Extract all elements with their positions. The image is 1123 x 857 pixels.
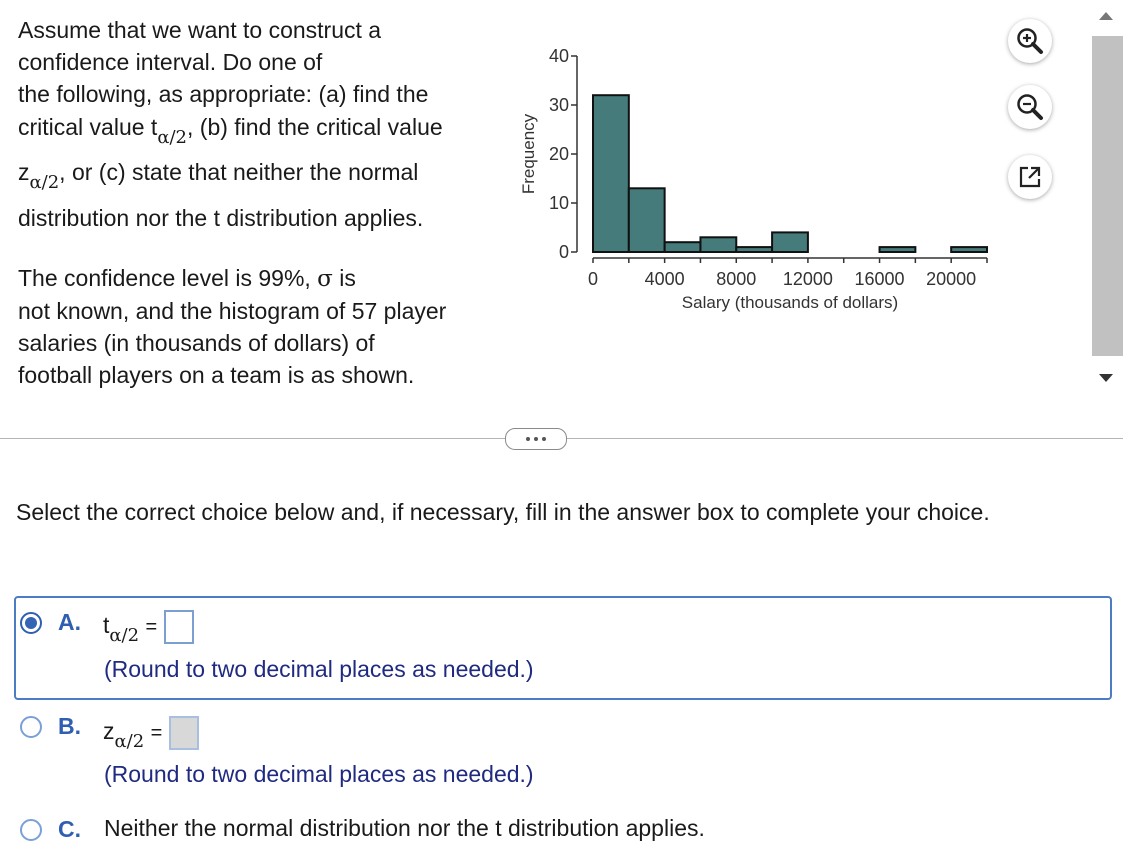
question-line: critical value $t_{\alpha/2}$, (b) find the critical value bbox=[18, 114, 443, 148]
alpha-subscript: α/2 bbox=[114, 731, 145, 753]
alpha-subscript: α/2 bbox=[109, 625, 140, 647]
alpha-subscript: α/2 bbox=[157, 127, 187, 148]
choice-b-letter: B. bbox=[58, 713, 81, 739]
x-tick-label: 8000 bbox=[716, 269, 757, 289]
salary-histogram bbox=[505, 35, 1015, 330]
question-line: not known, and the histogram of 57 player bbox=[18, 298, 447, 324]
histogram-bar bbox=[665, 242, 701, 252]
y-tick-label: 40 bbox=[548, 46, 569, 66]
scrollbar[interactable] bbox=[1090, 0, 1123, 395]
x-tick-label: 12000 bbox=[782, 269, 833, 289]
question-line: football players on a team is as shown. bbox=[18, 362, 415, 388]
scroll-thumb[interactable] bbox=[1092, 36, 1123, 356]
choice-c-label: Neither the normal distribution nor the t distribution applies. bbox=[104, 815, 705, 841]
choice-c-radio[interactable] bbox=[20, 819, 42, 841]
sigma-symbol: σ bbox=[317, 266, 333, 292]
ellipsis-icon bbox=[526, 437, 530, 441]
y-tick-label: 30 bbox=[548, 95, 569, 115]
zoom-out-button[interactable] bbox=[1008, 85, 1052, 129]
t-critical-value-input[interactable] bbox=[164, 610, 194, 644]
z-critical-value-input[interactable] bbox=[169, 716, 199, 750]
choice-a-label: $t_{\alpha/2}$ = bbox=[103, 610, 194, 644]
choice-a-note: (Round to two decimal places as needed.) bbox=[104, 656, 534, 682]
question-line: $z_{\alpha/2}$, or (c) state that neither the normal bbox=[18, 159, 419, 193]
y-tick-label: 20 bbox=[548, 144, 569, 164]
x-tick-label: 4000 bbox=[644, 269, 685, 289]
y-axis-title: Frequency bbox=[519, 113, 538, 195]
zoom-in-button[interactable] bbox=[1008, 19, 1052, 63]
y-tick-label: 10 bbox=[548, 193, 569, 213]
question-line: salaries (in thousands of dollars) of bbox=[18, 330, 375, 356]
zoom-in-icon bbox=[1015, 26, 1045, 56]
x-tick-label: 20000 bbox=[926, 269, 977, 289]
y-tick-label: 0 bbox=[558, 242, 569, 262]
choice-b-label: $z_{\alpha/2}$ = bbox=[103, 716, 199, 750]
histogram-bar bbox=[772, 232, 808, 252]
more-options-button[interactable] bbox=[505, 428, 567, 450]
scroll-down-icon[interactable] bbox=[1099, 374, 1113, 382]
histogram-bar bbox=[629, 188, 665, 252]
question-line: confidence interval. Do one of bbox=[18, 49, 323, 75]
x-tick-label: 0 bbox=[587, 269, 599, 289]
alpha-subscript: α/2 bbox=[29, 172, 60, 193]
histogram-bar bbox=[880, 247, 916, 252]
scroll-up-icon[interactable] bbox=[1099, 12, 1113, 20]
popout-icon bbox=[1017, 164, 1043, 190]
question-line: the following, as appropriate: (a) find the bbox=[18, 81, 429, 107]
histogram-bar bbox=[736, 247, 772, 252]
histogram-bar bbox=[700, 237, 736, 252]
question-line: distribution nor the t distribution applies. bbox=[18, 205, 424, 231]
question-line: Assume that we want to construct a bbox=[18, 17, 382, 43]
choice-a-radio[interactable] bbox=[20, 612, 42, 634]
question-line: The confidence level is 99%, σ is bbox=[18, 265, 356, 292]
choice-a-letter: A. bbox=[58, 609, 81, 635]
zoom-out-icon bbox=[1015, 92, 1045, 122]
histogram-bar bbox=[593, 95, 629, 252]
question-text bbox=[18, 14, 518, 391]
choice-b-radio[interactable] bbox=[20, 716, 42, 738]
x-tick-label: 16000 bbox=[854, 269, 905, 289]
popout-button[interactable] bbox=[1008, 155, 1052, 199]
choice-b-note: (Round to two decimal places as needed.) bbox=[104, 761, 534, 787]
choice-c-letter: C. bbox=[58, 816, 81, 842]
histogram-bar bbox=[951, 247, 987, 252]
instruction-text: Select the correct choice below and, if necessary, fill in the answer box to complete your choice. bbox=[16, 499, 990, 525]
x-axis-title: Salary (thousands of dollars) bbox=[681, 293, 899, 312]
